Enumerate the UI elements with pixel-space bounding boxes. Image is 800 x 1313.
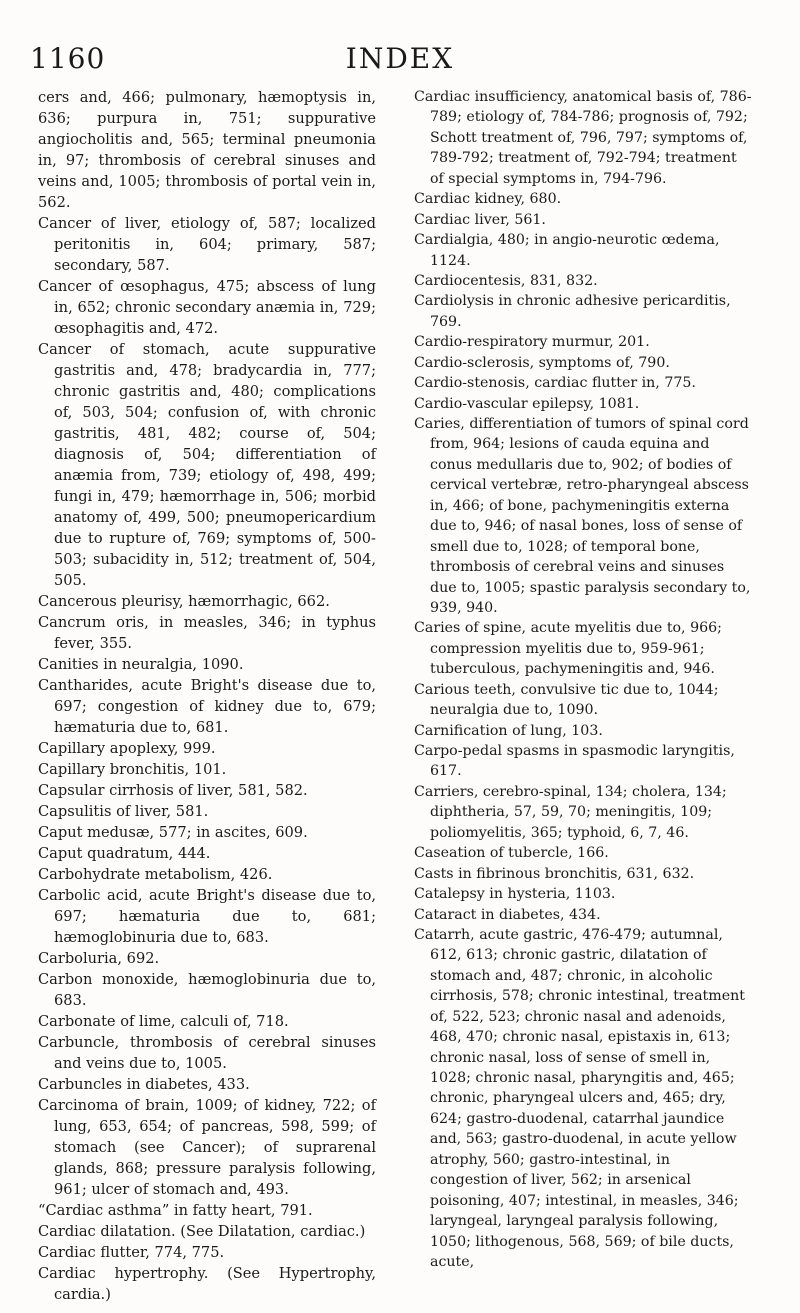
index-entry: Carboluria, 692.	[38, 950, 160, 967]
index-entry: Carpo-pedal spasms in spasmodic laryngitis, 617.	[414, 743, 735, 780]
index-entry: Caseation of tubercle, 166.	[414, 845, 609, 862]
index-entry: Cantharides, acute Bright's disease due to, 697; congestion of kidney due to, 679; hæmaturia due to, 681.	[38, 677, 376, 736]
index-entry: Cancrum oris, in measles, 346; in typhus fever, 355.	[38, 614, 376, 652]
index-entry: Cardiac dilatation. (See Dilatation, cardiac.)	[38, 1223, 366, 1240]
index-entry: Caput medusæ, 577; in ascites, 609.	[38, 824, 308, 841]
index-entry: Cardiac kidney, 680.	[414, 191, 562, 208]
running-head-title: INDEX	[345, 42, 455, 75]
index-entry: Carbon monoxide, hæmoglobinuria due to, 683.	[38, 971, 376, 1009]
index-entry: Catarrh, acute gastric, 476-479; autumnal, 612, 613; chronic gastric, dilatation of stomach and, 487; chronic, in alcoholic cirrhosis, 578; chronic intestinal, treatment of, 522, 523; chronic nasal and adenoids, 468, 470; chronic nasal, epistaxis in, 613; chronic nasal, loss of sense of smell in, 1028; chronic nasal, pharyngitis and, 465; chronic, pharyngeal ulcers and, 465; dry, 624; gastro-duodenal, catarrhal jaundice and, 563; gastro-duodenal, in acute yellow atrophy, 560; gastro-intestinal, in congestion of liver, 562; in arsenical poisoning, 407; intestinal, in measles, 346; laryngeal, laryngeal paralysis following, 1050; lithogenous, 568, 569; of bile ducts, acute,	[414, 926, 745, 1270]
index-entry: Cardio-sclerosis, symptoms of, 790.	[414, 354, 670, 371]
index-entry: Cardio-vascular epilepsy, 1081.	[414, 395, 640, 412]
index-entry: Capillary bronchitis, 101.	[38, 761, 227, 778]
index-entry: Cardiac hypertrophy. (See Hypertrophy, cardia.)	[38, 1265, 376, 1303]
index-entry: Capillary apoplexy, 999.	[38, 740, 216, 757]
left-column	[38, 87, 376, 1305]
index-entry: Caput quadratum, 444.	[38, 845, 211, 862]
index-entry: cers and, 466; pulmonary, hæmoptysis in, 636; purpura in, 751; suppurative angiocholitis and, 565; terminal pneumonia in, 97; thrombosis of cerebral sinuses and veins and, 1005; thrombosis of portal vein in, 562.	[38, 89, 376, 211]
index-entry: Capsulitis of liver, 581.	[38, 803, 209, 820]
index-entry: Carious teeth, convulsive tic due to, 1044; neuralgia due to, 1090.	[414, 681, 719, 719]
index-entry: Cardio-respiratory murmur, 201.	[414, 334, 650, 351]
index-entry: Cancer of œsophagus, 475; abscess of lung in, 652; chronic secondary anæmia in, 729; œsophagitis and, 472.	[38, 278, 376, 337]
index-entry: Cardio-stenosis, cardiac flutter in, 775.	[414, 375, 696, 392]
index-entry: Capsular cirrhosis of liver, 581, 582.	[38, 782, 308, 799]
index-entry: Cardiolysis in chronic adhesive pericarditis, 769.	[414, 293, 731, 330]
index-entry: Cardiac insufficiency, anatomical basis of, 786-789; etiology of, 784-786; prognosis of, 792; Schott treatment of, 796, 797; symptoms of, 789-792; treatment of, 792-794; treatment of special symptoms in, 794-796.	[414, 89, 752, 187]
index-entry: Cardialgia, 480; in angio-neurotic œdema, 1124.	[414, 232, 720, 269]
index-entry: Carnification of lung, 103.	[414, 722, 603, 739]
index-entry: Cancerous pleurisy, hæmorrhagic, 662.	[38, 593, 330, 610]
index-entry: Casts in fibrinous bronchitis, 631, 632.	[414, 865, 695, 882]
index-entry: Caries of spine, acute myelitis due to, 966; compression myelitis due to, 959-961; tuberculous, pachymeningitis and, 946.	[414, 620, 722, 678]
index-entry: Carbonate of lime, calculi of, 718.	[38, 1013, 289, 1030]
index-entry: Cardiocentesis, 831, 832.	[414, 272, 598, 289]
index-entry: Carbuncle, thrombosis of cerebral sinuses and veins due to, 1005.	[38, 1034, 376, 1072]
index-entry: Cancer of liver, etiology of, 587; localized peritonitis in, 604; primary, 587; secondary, 587.	[38, 215, 376, 274]
index-entry: Canities in neuralgia, 1090.	[38, 656, 244, 673]
index-entry: Carbohydrate metabolism, 426.	[38, 866, 273, 883]
index-entry: Cardiac liver, 561.	[414, 211, 546, 228]
index-entry: “Cardiac asthma” in fatty heart, 791.	[38, 1202, 313, 1219]
index-entry: Catalepsy in hysteria, 1103.	[414, 886, 616, 903]
index-entry: Caries, differentiation of tumors of spinal cord from, 964; lesions of cauda equina and conus medullaris due to, 902; of bodies of cervical vertebræ, retro-pharyngeal abscess in, 466; of bone, pachymeningitis externa due to, 946; of nasal bones, loss of sense of smell due to, 1028; of temporal bone, thrombosis of cerebral veins and sinuses due to, 1005; spastic paralysis secondary to, 939, 940.	[414, 416, 751, 616]
right-column	[414, 87, 752, 1272]
index-entry: Carriers, cerebro-spinal, 134; cholera, 134; diphtheria, 57, 59, 70; meningitis, 109; poliomyelitis, 365; typhoid, 6, 7, 46.	[414, 783, 727, 841]
index-entry: Cardiac flutter, 774, 775.	[38, 1244, 225, 1261]
index-entry: Carbolic acid, acute Bright's disease due to, 697; hæmaturia due to, 681; hæmoglobinuria due to, 683.	[38, 887, 376, 946]
page-number: 1160	[30, 42, 106, 75]
index-entry: Cancer of stomach, acute suppurative gastritis and, 478; bradycardia in, 777; chronic gastritis and, 480; complications of, 503, 504; confusion of, with chronic gastritis, 481, 482; course of, 504; diagnosis of, 504; differentiation of anæmia from, 739; etiology of, 498, 499; fungi in, 479; hæmorrhage in, 506; morbid anatomy of, 499, 500; pneumopericardium due to rupture of, 769; symptoms of, 500-503; subacidity in, 512; treatment of, 504, 505.	[38, 341, 376, 589]
index-entry: Cataract in diabetes, 434.	[414, 906, 601, 923]
index-entry: Carcinoma of brain, 1009; of kidney, 722; of lung, 653, 654; of pancreas, 598, 599; of stomach (see Cancer); of suprarenal glands, 868; pressure paralysis following, 961; ulcer of stomach and, 493.	[38, 1097, 376, 1198]
index-entry: Carbuncles in diabetes, 433.	[38, 1076, 250, 1093]
